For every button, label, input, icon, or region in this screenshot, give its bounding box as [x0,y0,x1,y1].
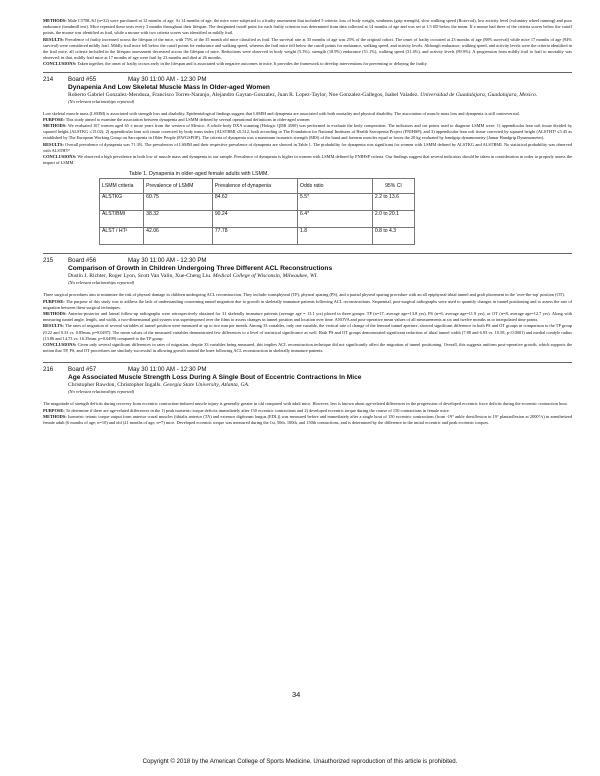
disclosure-note: (No relevant relationships reported) [68,280,135,286]
dynapenia-table [99,178,415,245]
session-time: May 30 11:00 AM - 12:30 PM [128,75,207,83]
table-header-cell: Prevalence of dynapenia [212,179,297,194]
abstract-header [43,257,572,265]
table-cell: 2.0 to 20.1 [372,211,414,228]
table-cell: ALSTKG [100,194,144,211]
abstract-paragraph: METHODS: Male C57BL/6J (n=32) were purchased at 12 months of age. At 14 months of age, the mice were subjected to a frailty assessment that included 5 criteria: loss of body weight, weakness (grip strength), slow walking speed (Rota-rod), low activity level (voluntary wheel running) and poor endurance (treadmill test). Mice repeated these tests every 3 months throughout their lifespan. The designated cutoff point for each frailty criterion was determined from data collected at 14 months of age and was set at 1.5 SD below the mean. If a mouse had three of the criteria scores below the cutoff points, the mouse was identified as frail, while a mouse with two criteria scores was identified as mildly frail. [43,18,572,36]
section-divider [43,362,572,363]
journal-page [43,18,572,426]
session-time: May 30 11:00 AM - 12:30 PM [128,257,207,265]
table-cell: 6.4* [298,211,373,228]
abstract-215 [43,257,572,354]
abstract-216 [43,366,572,426]
abstract-number: 214 [43,75,54,83]
author-affiliation: Georgia State University, Atlanta, GA. [163,382,250,389]
abstract-paragraph: RESULTS: Prevalence of frailty increased across the lifespan of the mice, with 75% of the 35 month old mice classified as frail. The survival rate at 35 months of age was 25% of the original cohort. The onset of frailty occurred at 23 months of age (88% survival) while mice 17 months of age (94% survival) were considered mildly frail. Mildly frail mice fell below the cutoff points for endurance and walking speed, whereas the frail mice fell below the cutoff points for endurance, walking speed, and activity levels. Although endurance, walking speed, and activity levels were the criteria identified in the frail mice, all criteria included in the lifespan assessment decreased across the lifespan of mice. Reductions were observed in body weight (5.3%), strength (18.9%) endurance (51.1%), walking speed (31.4%), and activity levels (89.9%). A progression from mildly frail to frail to mortality was observed; in that, mildly frail mice at 17 months of age were frail by 23 months and died at 26 months. [43,36,572,61]
abstract-title: Age Associated Muscle Strength Loss During A Single Bout of Eccentric Contractions In Mice [68,374,362,382]
abstract-header [43,366,572,374]
abstract-number: 216 [43,366,54,374]
table-header-row [100,179,415,194]
table-caption: Table 1. Dynapenia in older-aged female adults with LSMM. [129,171,269,178]
author-affiliation: Universidad de Guadalajara, Guadalajara, Mexico. [420,91,538,98]
abstract-paragraph: Low skeletal muscle mass (LSMM) is associated with strength loss and disability. Epidemiological findings suggest that LSMM and dynapenia are associated with both mortality and physical disability. The association of muscle mass loss and dynapenia is still controversial. [43,110,520,116]
abstract-paragraph: The magnitude of strength deficits during recovery from eccentric contraction-induced muscle injury is generally greater in old compared with adult mice. However, less is known about age-related differences in the progression of developed eccentric force deficits during the eccentric contraction bout. [43,401,568,407]
table-cell: 1.8 [298,228,373,245]
table-row [100,228,415,245]
table-cell: 60.75 [144,194,213,211]
table-header-cell: LSMM criteria [100,179,144,194]
table-cell: ALST / HT² [100,228,144,245]
abstract-paragraph: Three surgical procedures aim to minimize the risk of physeal damage in children undergoing ACL reconstruction. They include: transphyseal (TP), physeal sparing (PS), and a partial physeal sparing procedure with an all epiphyseal tibial tunnel and graft placement in the 'over-the-top' position (OT). [43,292,565,298]
abstract-authors: Christopher Rawdon, Christopher Ingalls. Georgia State University, Atlanta, GA. [68,382,250,389]
abstract-paragraph: RESULTS: The rates of migration of several variables of tunnel position were measured at up to two mm per month. Among 33 variables, only one variable, the vertical rate of change of the femoral tunnel aperture, showed significant difference in both PS and OT groups in comparison to the TP group (0.22 and 0.33 vs. 0.85mm, p=0.0497). The mean values of the measured variables demonstrated few differences to a level of statistical significance as well. Both PS and OT groups demonstrated significant reduction of tibial tunnel width (7.88 and 6.93 vs. 10.58, p<0.0001) and medial condyle radius (13.86 and 14.73 vs. 16.35mm, p=0.0499) compared to the TP group. [43,323,572,341]
abstract-authors: Dustin J. Richter, Roger Lyon, Scott Van Valin, Xue-Cheng Liu. Medical College of Wisconsin, Milwaukee, WI. [68,273,318,280]
session-time: May 30 11:00 AM - 12:30 PM [128,366,207,374]
table-cell: ALST/BMI [100,211,144,228]
table-row [100,211,415,228]
abstract-paragraph: PURPOSE: To determine if there are age-related differences in the 1) peak isometric torque deficits immediately after 150 eccentric contractions and 2) developed eccentric torque during the course of 150 contractions in female mice. [43,407,450,413]
disclosure-note: (No relevant relationships reported) [68,98,135,104]
abstract-paragraph: METHODS: We evaluated 107 women aged 65 ± more years from the western of Mexico. A whole body DXA scanning (Hologic QDR 4500) was performed to evaluate the body composition. The indicators and cut points used to diagnose LSMM were: 1) appendicular lean soft tissue divided by squared height (ALSTKG ≤15.02); 2) appendicular lean soft tissue corrected by body mass index (ALSTBMI ≤0.512, both according to The Foundation for National Institutes of Health Sarcopenia Project (FNIHSP); and 3) appendicular lean soft tissue corrected by squared height (ALSTHT² ≤5.45 as established by The European Working Group on Sarcopenia in Older People (EWGSPOP). The criteria of dynapenia was a maximum isometric strength (MIS) of the hand and forearm muscles equal or lower the 20 kg evaluated by handgrip dynamometry (Jamar Handgrip Dynamometer). [43,123,572,141]
table-header-cell: Prevalence of LSMM [144,179,213,194]
table-cell: 77.78 [212,228,297,245]
abstract-authors: Roberto Gabriel Gonzalez-Mendoza, Francisco Torres-Naranjo, Alejandro Gaytan-Gonzalez, Juan R. Lopez-Taylor, Noe Gonzalez-Gallegos, Isabel Valadez. Universidad de Guadalajara, Guadalajara, Mexico. [68,91,538,98]
table-cell: 5.5* [298,194,373,211]
author-affiliation: Medical College of Wisconsin, Milwaukee, WI. [212,273,318,280]
table-header-cell: 95% CI [372,179,414,194]
table-cell: 0.8 to 4.3 [372,228,414,245]
section-divider [43,72,572,73]
abstract-title: Comparison of Growth in Children Undergoing Three Different ACL Reconstructions [68,265,333,273]
table-cell: 42.06 [144,228,213,245]
abstract-paragraph: CONCLUSIONS: We observed a high prevalence in both low of muscle mass and dynapenia in our sample. Prevalence of dynapenia is higher in women with LSMM defined by FNIHSP criteria. Our findings suggest that several indicators should be taken in consideration in order to properly assess the impact of LSMM [43,154,573,166]
abstract-214 [43,76,572,246]
table-cell: 38.32 [144,211,213,228]
abstract-paragraph: PURPOSE: The purpose of this study was to address the lack of understanding concerning tunnel migration due to growth in skeletally immature patients following ACL reconstructions. Sequential, post-surgical radiographs were used to quantify changes in tunnel positioning and to assess the rate of migration between these surgical techniques. [43,298,572,310]
abstract-number: 215 [43,257,54,265]
abstract-paragraph: CONCLUSIONS: Taken together, the onset of frailty occurs early in the lifespan and is associated with negative outcomes in mice. It provides the framework to develop interventions for preventing or delaying the frailty. [43,61,428,67]
table-header-cell: Odds ratio [298,179,373,194]
previous-abstract-continuation [43,18,572,68]
abstract-paragraph: METHODS: Anterior-posterior and lateral follow-up radiographs were retrospectively obtained for 31 skeletally immature patients (average age = 13.1 yrs) placed in three groups: TP (n=17, average age=13.8 yrs), PS (n=6, average age=11.9 yrs), or OT (n=8, average age=12.7 yrs). Along with measuring tunnel angle, length, and width, a two-dimensional grid system was superimposed over the films to assess changes in tunnel position and location over time. ANOVA and post-operative mean values of all measurements at six and twelve months as to interpolated time points. [43,311,572,323]
table-row [100,194,415,211]
abstract-paragraph: RESULTS: Overall prevalence of dynapenia was 71.3%. The prevalences of LSMM and their respective prevalence of dynapenia are showed in Table 1. The probability for dynapenia was significant for women with LSMM defined by ALSTKG and ALSTBMI. No statistical probability was observed with ALSTHT² [43,141,573,153]
results-table [99,171,415,245]
page-number: 34 [292,690,301,699]
board-number: Board #55 [68,75,97,83]
table-cell: 84.62 [212,194,297,211]
section-divider [43,253,572,254]
abstract-paragraph: CONCLUSIONS: Given only several significant differences in rates of migration, despite 33 variables being measured, this implies ACL reconstruction technique did not significantly affect the migration of tunnel positioning. Overall, this suggests uniform post-operative growth, which supports the notion that TP, PS, and OT procedures are similarly successful in allowing growth around the knee following ACL reconstruction in skeletally immature patients. [43,342,573,354]
abstract-paragraph: PURPOSE: This study aimed to examine the association between dynapenia and LSMM defined by several operational definitions in older-aged women [43,116,310,122]
copyright-notice: Copyright © 2018 by the American College of Sports Medicine. Unauthorized reproduction of this article is prohibited. [142,758,458,765]
board-number: Board #57 [68,366,97,374]
abstract-paragraph: METHODS: Isometric tetanic torque output from anterior crural muscles (tibialis anterior (TA) and extensor digitorum longus (EDL)) was measured before and immediately after a single bout of 150 eccentric contractions (from -19° ankle dorsiflexion to 19° plantarflexion at 2000°/s) in anesthetized female adult (6 months of age; n=10) and old (21 months of age; n=7) mice. Developed eccentric torque was measured during the 1st, 50th, 100th, and 150th contractions, and is determined by the difference in the initial eccentric and peak eccentric torques. [43,413,572,426]
board-number: Board #56 [68,257,97,265]
abstract-header [43,76,572,84]
table-cell: 90.24 [212,211,297,228]
abstract-title: Dynapenia And Low Skeletal Muscle Mass In Older-aged Women [68,83,270,91]
table-cell: 2.2 to 13.6 [372,194,414,211]
disclosure-note: (No relevant relationships reported) [68,389,135,395]
